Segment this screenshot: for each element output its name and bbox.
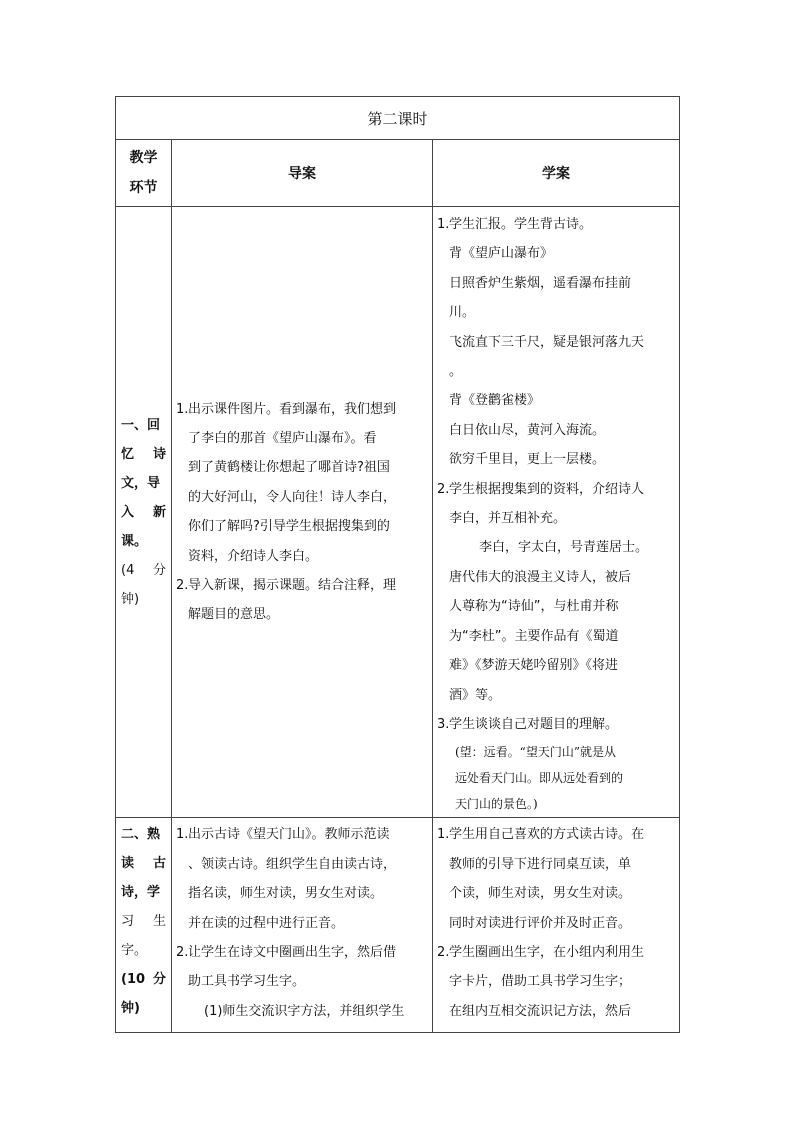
text-line: 出示古诗《望天门山》。教师示范读 bbox=[188, 827, 390, 843]
text-line: 同时对读进行评价并及时正音。 bbox=[449, 915, 632, 931]
row2-stage-word: (10 bbox=[121, 972, 146, 988]
poem-line: 白日依山尽，黄河入海流。 bbox=[449, 422, 606, 438]
row2-stage-line: 二、熟 bbox=[121, 827, 161, 843]
study-item bbox=[437, 938, 673, 1026]
item-number: 1. bbox=[437, 217, 450, 232]
text-line: 让学生在诗文中圈画出生字，然后借 bbox=[188, 944, 397, 960]
row1-stage-line bbox=[121, 440, 166, 469]
item-text bbox=[188, 820, 426, 938]
item-text bbox=[449, 475, 673, 534]
item-text: 学生谈谈自己对题目的理解。 bbox=[449, 716, 619, 732]
study-item bbox=[437, 710, 673, 739]
row1-stage-word: 忆 bbox=[121, 446, 135, 462]
sub-item: (1)师生交流识字方法，并组织学生 bbox=[204, 1003, 405, 1019]
item-text bbox=[449, 820, 673, 938]
poem-line: 川。 bbox=[449, 305, 476, 321]
bio-line: 人尊称为“诗仙”，与杜甫并称 bbox=[449, 599, 619, 615]
row1-stage-word: 诗 bbox=[152, 446, 166, 462]
bio-line: 难》《梦游天姥吟留别》《将进 bbox=[449, 658, 619, 674]
item-text bbox=[449, 938, 673, 1026]
row1-stage-word: 新 bbox=[152, 504, 166, 520]
text-line: 指名读，师生对读，男女生对读。 bbox=[188, 886, 384, 902]
row2-stage-line: 诗，学 bbox=[121, 885, 161, 901]
row1-study bbox=[433, 207, 680, 818]
row2-guide bbox=[172, 818, 433, 1033]
row1-stage-line bbox=[121, 498, 166, 527]
row2-stage-word: 生 bbox=[152, 914, 166, 930]
text-line: 字卡片，借助工具书学习生字； bbox=[449, 974, 632, 990]
text-line: 学生根据搜集到的资料，介绍诗人 bbox=[449, 481, 645, 497]
text-line: 、领读古诗。组织学生自由读古诗， bbox=[188, 856, 397, 872]
header-study: 学案 bbox=[433, 140, 680, 207]
item-number: 2. bbox=[176, 944, 189, 960]
item-number: 1. bbox=[176, 401, 189, 417]
item-number: 3. bbox=[437, 716, 450, 732]
row2-stage-word: 分 bbox=[152, 972, 166, 988]
text-line: 你们了解吗?引导学生根据搜集到的 bbox=[188, 519, 390, 535]
text-line: 到了黄鹤楼让你想起了哪首诗?祖国 bbox=[188, 460, 390, 476]
row2-stage-line bbox=[121, 965, 166, 994]
text-line: 并在读的过程中进行正音。 bbox=[188, 915, 345, 931]
item-number: 1. bbox=[176, 827, 189, 843]
header-stage-line1: 教学 bbox=[129, 150, 158, 166]
poem-title: 背《登鹳雀楼》 bbox=[449, 393, 541, 409]
text-line: 资料，介绍诗人李白。 bbox=[188, 548, 319, 564]
row1-stage-line: 钟) bbox=[121, 591, 140, 607]
bio-line: 李白，字太白，号青莲居士。 bbox=[479, 540, 649, 556]
row2-stage-word: 读 bbox=[121, 856, 135, 872]
study-item bbox=[437, 475, 673, 534]
note-line: (望：远看。“望天门山”就是从 bbox=[455, 745, 616, 760]
text-line: 出示课件图片。看到瀑布，我们想到 bbox=[188, 401, 397, 417]
item-text: 学生汇报。学生背古诗。 bbox=[449, 217, 593, 232]
guide-item bbox=[176, 571, 426, 630]
bio-line: 为“李杜”。主要作品有《蜀道 bbox=[449, 628, 619, 644]
text-line: 学生用自己喜欢的方式读古诗。在 bbox=[449, 827, 645, 843]
text-line: 导入新课，揭示课题。结合注释，理 bbox=[188, 577, 397, 593]
row2-stage-word: 古 bbox=[152, 856, 166, 872]
bio-line: 酒》等。 bbox=[449, 687, 502, 703]
guide-item bbox=[176, 938, 426, 997]
item-text bbox=[188, 395, 426, 571]
text-line: 了李白的那首《望庐山瀑布》。看 bbox=[188, 430, 377, 446]
row1-stage bbox=[116, 207, 172, 818]
page-title: 第二课时 bbox=[116, 97, 680, 140]
row2-stage bbox=[116, 818, 172, 1033]
row2-stage-line: 钟) bbox=[121, 1001, 140, 1017]
note-line: 天门山的景色。) bbox=[455, 797, 538, 812]
row1-guide bbox=[172, 207, 433, 818]
row1-stage-word: (4 bbox=[121, 562, 135, 578]
poem-line: 飞流直下三千尺，疑是银河落九天 bbox=[449, 334, 645, 350]
poem-line: 欲穷千里目，更上一层楼。 bbox=[449, 452, 606, 468]
poem-title: 背《望庐山瀑布》 bbox=[449, 246, 554, 262]
text-line: 李白，并互相补充。 bbox=[449, 511, 567, 527]
text-line: 个读，师生对读，男女生对读。 bbox=[449, 886, 632, 902]
item-text bbox=[188, 938, 426, 997]
item-text bbox=[188, 571, 426, 630]
poem-line: 日照香炉生紫烟，遥看瀑布挂前 bbox=[449, 275, 632, 291]
study-item bbox=[437, 210, 673, 239]
text-line: 解题目的意思。 bbox=[188, 607, 280, 623]
guide-item bbox=[176, 395, 426, 571]
guide-item bbox=[176, 820, 426, 938]
bio-line: 唐代伟大的浪漫主义诗人，被后 bbox=[449, 569, 632, 585]
item-number: 2. bbox=[437, 481, 450, 497]
row1-stage-line: 文，导 bbox=[121, 475, 161, 491]
item-number: 1. bbox=[437, 827, 450, 843]
row2-stage-line: 字。 bbox=[121, 943, 148, 959]
study-item bbox=[437, 820, 673, 938]
row1-stage-line: 一、回 bbox=[121, 417, 161, 433]
row1-stage-line: 课。 bbox=[121, 533, 148, 549]
poem-line: 。 bbox=[449, 364, 463, 380]
header-stage-line2: 环节 bbox=[129, 180, 158, 196]
note-line: 远处看天门山。即从远处看到的 bbox=[455, 771, 624, 786]
text-line: 学生圈画出生字，在小组内利用生 bbox=[449, 944, 645, 960]
row1-stage-word: 入 bbox=[121, 504, 135, 520]
row1-stage-line bbox=[121, 556, 166, 585]
text-line: 在组内互相交流识记方法，然后 bbox=[449, 1003, 632, 1019]
text-line: 的大好河山，令人向往！诗人李白， bbox=[188, 489, 397, 505]
header-stage bbox=[116, 140, 172, 207]
item-number: 2. bbox=[176, 577, 189, 593]
row2-study bbox=[433, 818, 680, 1033]
text-line: 教师的引导下进行同桌互读，单 bbox=[449, 856, 632, 872]
row1-stage-word: 分 bbox=[152, 562, 166, 578]
row2-stage-line bbox=[121, 907, 166, 936]
item-number: 2. bbox=[437, 944, 450, 960]
row2-stage-word: 习 bbox=[121, 914, 135, 930]
text-line: 助工具书学习生字。 bbox=[188, 974, 306, 990]
row2-stage-line bbox=[121, 849, 166, 878]
lesson-plan-table bbox=[115, 96, 680, 1033]
header-guide: 导案 bbox=[172, 140, 433, 207]
